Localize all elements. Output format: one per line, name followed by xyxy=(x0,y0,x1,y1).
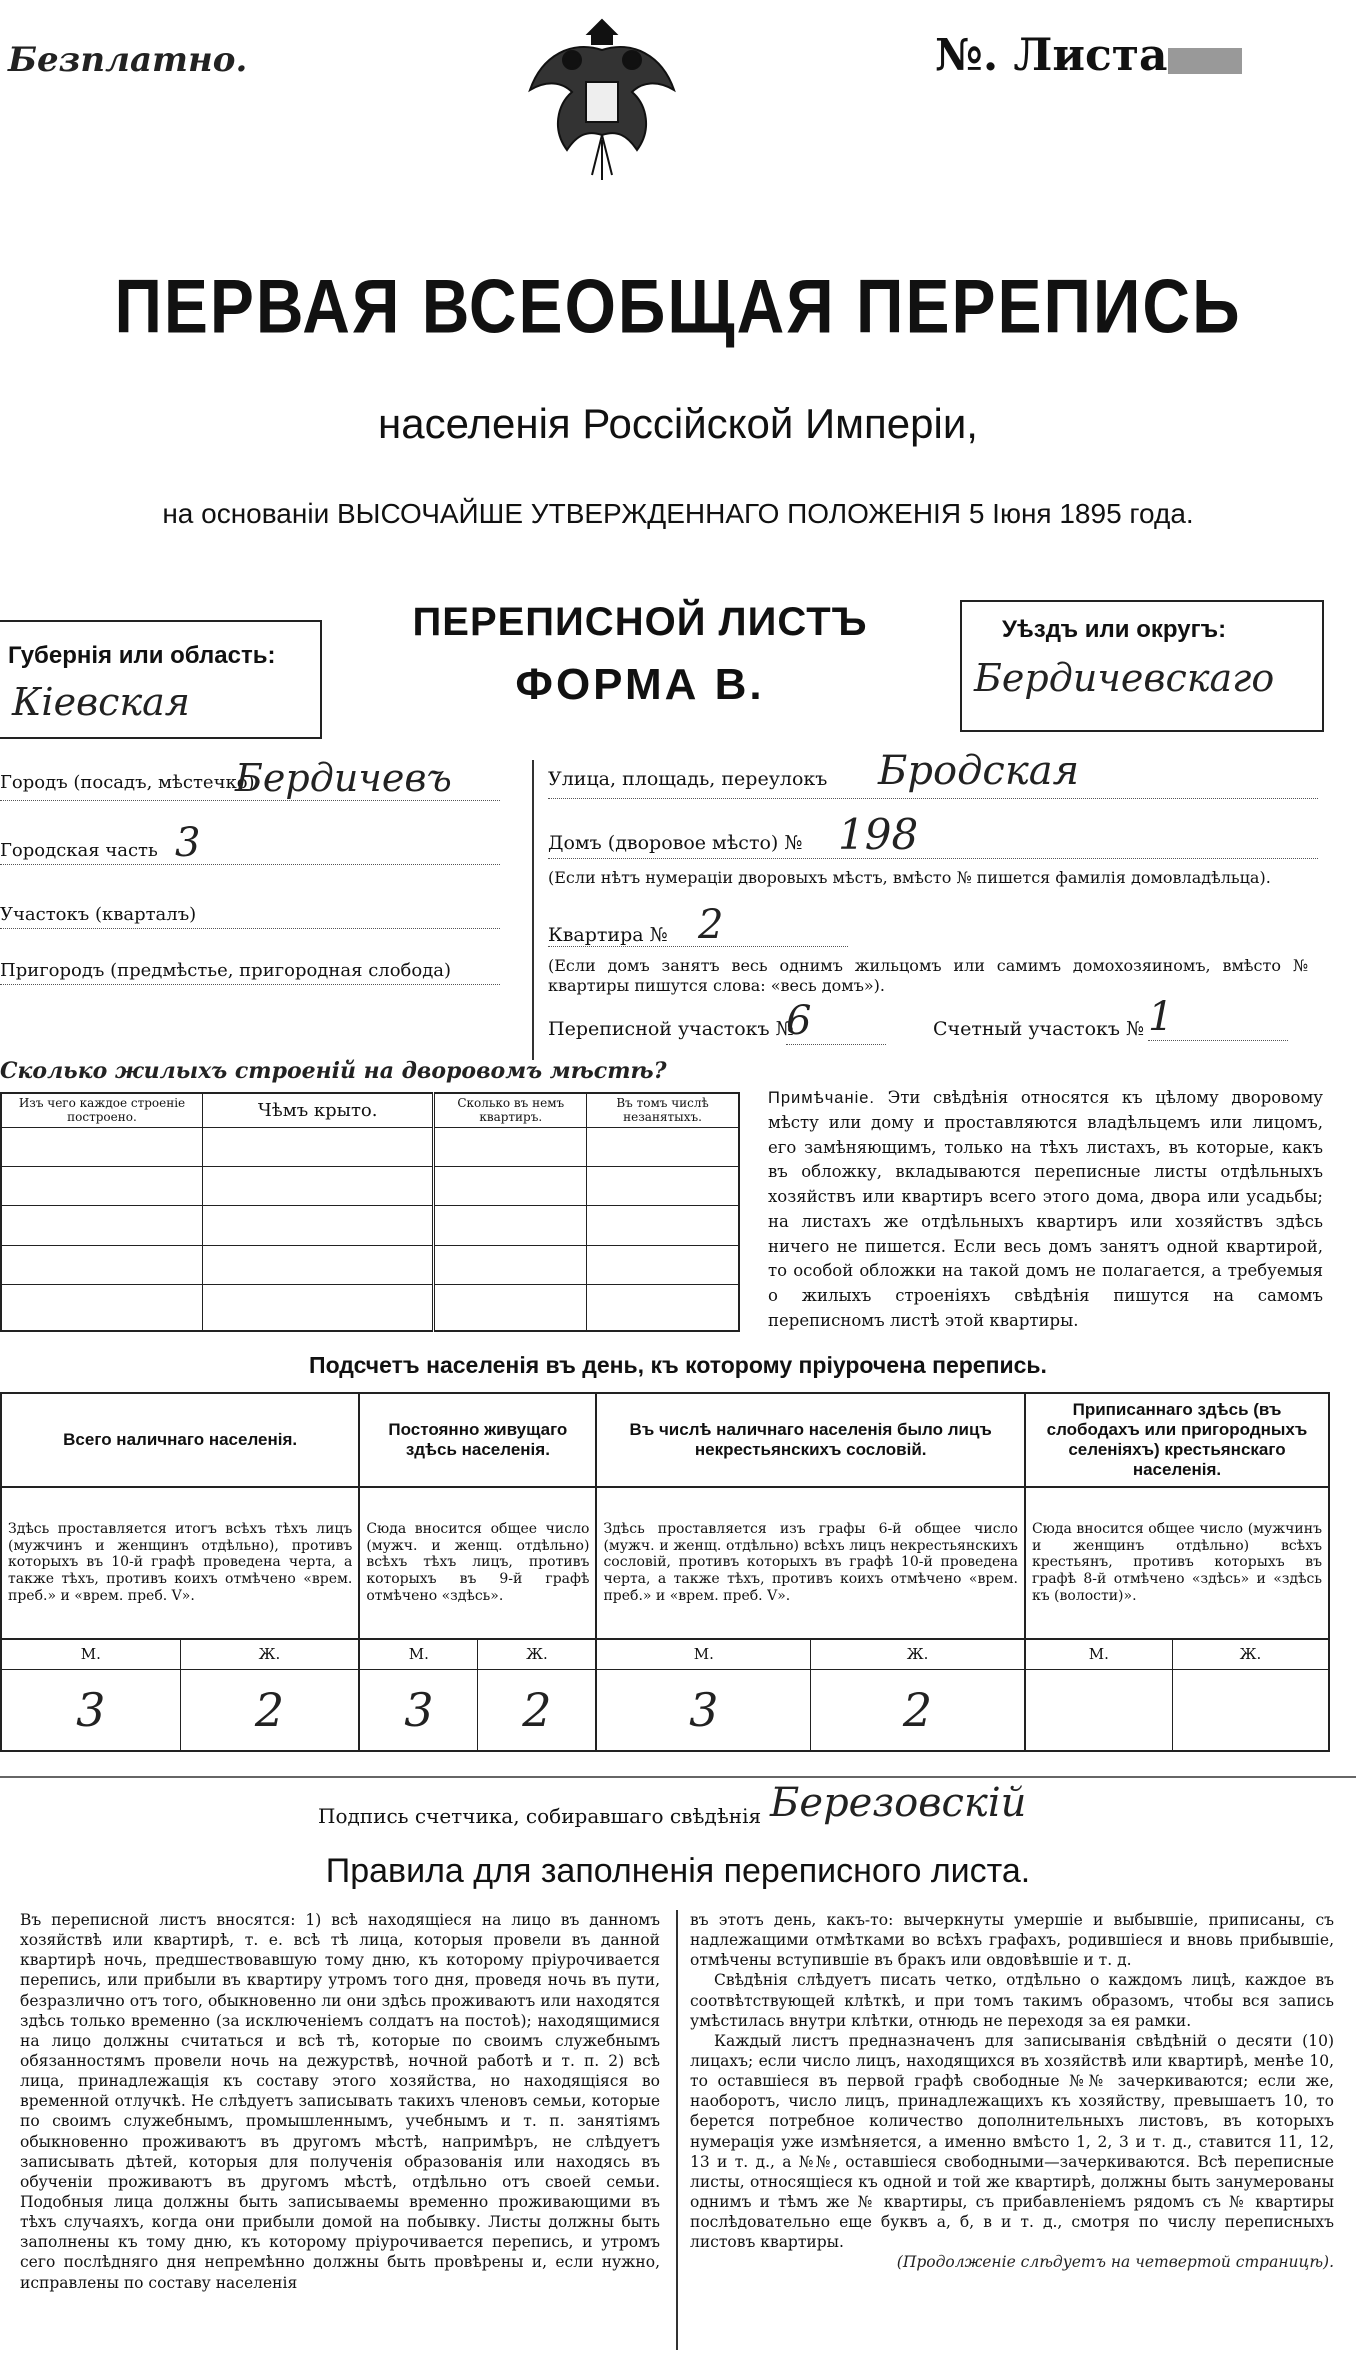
city-part-label: Городская часть xyxy=(0,840,158,861)
permanent-female-value: 2 xyxy=(478,1670,597,1751)
section-divider xyxy=(0,1776,1356,1778)
m-label: М. xyxy=(596,1639,810,1670)
sheet-number-field xyxy=(1168,48,1242,74)
table-row xyxy=(1,1127,739,1166)
population-desc-permanent: Сюда вносится общее число (мужч. и женщ. отдѣльно) всѣхъ тѣхъ лицъ, противъ которыхъ въ 9-й графѣ отмѣчено «здѣсь». xyxy=(359,1487,596,1640)
flat-note: (Если домъ занятъ весь однимъ жильцомъ или самимъ домохозяиномъ, вмѣсто № квартиры пишутся слова: «весь домъ»). xyxy=(548,956,1308,995)
note-label: Примѣчаніе. xyxy=(768,1089,876,1107)
uezd-label: Уѣздъ или округъ: xyxy=(1002,616,1227,643)
buildings-table xyxy=(0,1092,740,1332)
rules-right-paragraph: Каждый листъ предназначенъ для записыванія свѣдѣній о десяти (10) лицахъ; если число лицъ, находящихся въ хозяйствѣ или квартирѣ, менѣе 10, то оставшіеся въ первой графѣ свободные №№ зачеркиваются; если же, наоборотъ, число лицъ, принадлежащихъ къ хозяйству, превышаетъ 10, то берется потребное количество дополнительныхъ листовъ, въ которыхъ нумерація уже измѣняется, а именно вмѣсто 1, 2, 3 и т. д., ставится 11, 12, 13 и т. д., а №№, оставшіеся свободными—зачеркиваются. Всѣ переписные листы, относящіеся къ одной и той же квартирѣ, должны быть занумерованы однимъ и тѣмъ же № квартиры, съ прибавленіемъ рядомъ съ № квартиры послѣдовательно еще буквъ а, б, в и т. д., смотря по числу переписныхъ листовъ квартиры. xyxy=(690,2031,1334,2252)
form-subtitle: ФОРМА В. xyxy=(515,660,765,709)
population-heading: Подсчетъ населенія въ день, къ которому пріурочена перепись. xyxy=(309,1352,1047,1378)
table-row xyxy=(1,1285,739,1331)
imperial-eagle-emblem xyxy=(512,10,692,190)
uezd-box xyxy=(960,600,1324,732)
count-district-label: Счетный участокъ № xyxy=(933,1018,1144,1040)
buildings-col-flats: Сколько въ немъ квартиръ. xyxy=(434,1093,587,1127)
census-district-label: Переписной участокъ № xyxy=(548,1018,794,1040)
rules-right-paragraph: въ этотъ день, какъ-то: вычеркнуты умершіе и выбывшіе, приписаны, съ надлежащими отмѣтками во всѣхъ графахъ, родившіеся и вновь прибывшіе, отмѣчены вступившіе въ бракъ или овдовѣвшіе и т. д. xyxy=(690,1911,1334,1970)
nonpeasant-male-value: 3 xyxy=(596,1670,810,1751)
f-label: Ж. xyxy=(1172,1639,1329,1670)
f-label: Ж. xyxy=(180,1639,359,1670)
population-desc-peasant: Сюда вносится общее число (мужчинъ и женщинъ отдѣльно) всѣхъ крестьянъ, противъ которыхъ въ графѣ 8-й отмѣчено «здѣсь» и «здѣсь къ (волости)». xyxy=(1025,1487,1329,1640)
buildings-col-vacant: Въ томъ числѣ незанятыхъ. xyxy=(587,1093,739,1127)
census-district-value: 6 xyxy=(786,998,886,1045)
uezd-value: Бердичевскаго xyxy=(974,656,1275,700)
city-value: Бердичевъ xyxy=(235,756,452,800)
buildings-heading: Сколько жилыхъ строеній на дворовомъ мѣстѣ? xyxy=(0,1058,667,1084)
city-label: Городъ (посадъ, мѣстечко) xyxy=(0,772,255,793)
form-title: ПЕРЕПИСНОЙ ЛИСТЪ xyxy=(412,600,868,644)
note-text: Эти свѣдѣнія относятся къ цѣлому дворовому мѣсту или дому и проставляются владѣльцемъ или лицомъ, его замѣняющимъ, только на тѣхъ листахъ, въ которые, какъ въ обложку, вкладываются переписные листы отдѣльныхъ хозяйствъ или квартиръ всего этого дома, двора или усадьбы; на листахъ же отдѣльныхъ квартиръ или хозяйствъ здѣсь ничего не пишется. Если весь домъ занятъ одной квартирой, то особой обложки на такой домъ не полагается, а требуемыя о жилыхъ строеніяхъ свѣдѣнія пишутся на самомъ переписномъ листѣ этой квартиры. xyxy=(768,1088,1323,1330)
buildings-col-roof: Чѣмъ крыто. xyxy=(202,1093,433,1127)
street-value: Бродская xyxy=(878,748,1080,794)
rules-right-column xyxy=(690,1910,1334,2273)
table-row xyxy=(1,1206,739,1245)
total-female-value: 2 xyxy=(180,1670,359,1751)
quarter-label: Участокъ (кварталъ) xyxy=(0,904,197,925)
rules-continued: (Продолженіе слѣдуетъ на четвертой страницѣ). xyxy=(896,2253,1334,2272)
table-row xyxy=(1,1245,739,1284)
peasant-female-value xyxy=(1172,1670,1329,1751)
city-part-value: 3 xyxy=(175,820,201,866)
address-divider xyxy=(532,760,534,1060)
permanent-male-value: 3 xyxy=(359,1670,478,1751)
rules-title: Правила для заполненія переписного листа. xyxy=(325,1852,1031,1890)
rules-right-paragraph: Свѣдѣнія слѣдуетъ писать четко, отдѣльно о каждомъ лицѣ, каждое въ соотвѣтствующей клѣткѣ, и при томъ такимъ образомъ, чтобы вся запись умѣстилась внутри клѣтки, отнюдь не переходя за ея рамки. xyxy=(690,1971,1334,2030)
m-label: М. xyxy=(359,1639,478,1670)
note-block xyxy=(768,1086,1323,1334)
house-value: 198 xyxy=(838,810,919,859)
nonpeasant-female-value: 2 xyxy=(811,1670,1025,1751)
rules-divider xyxy=(676,1910,678,2350)
population-col-nonpeasant: Въ числѣ наличнаго населенія было лицъ некрестьянскихъ сословій. xyxy=(596,1393,1025,1487)
count-district-value: 1 xyxy=(1148,994,1288,1041)
m-label: М. xyxy=(1,1639,180,1670)
street-label: Улица, площадь, переулокъ xyxy=(548,768,828,790)
sheet-number-label: №. Листа xyxy=(935,30,1168,81)
signature-label: Подпись счетчика, собиравшаго свѣдѣнія xyxy=(318,1804,762,1828)
suburb-label: Пригородъ (предмѣстье, пригородная слобода) xyxy=(0,960,452,981)
f-label: Ж. xyxy=(478,1639,597,1670)
table-row xyxy=(1,1166,739,1205)
total-male-value: 3 xyxy=(1,1670,180,1751)
population-col-permanent: Постоянно живущаго здѣсь населенія. xyxy=(359,1393,596,1487)
peasant-male-value xyxy=(1025,1670,1172,1751)
flat-value: 2 xyxy=(698,902,724,948)
gubernia-box xyxy=(0,620,322,739)
m-label: М. xyxy=(1025,1639,1172,1670)
gubernia-value: Кіевская xyxy=(12,680,190,724)
population-table xyxy=(0,1392,1330,1752)
census-subtitle: населенія Россійской Имперіи, xyxy=(378,400,978,447)
census-title: ПЕРВАЯ ВСЕОБЩАЯ ПЕРЕПИСЬ xyxy=(114,263,1242,349)
house-label: Домъ (дворовое мѣсто) № xyxy=(548,832,803,854)
population-col-total: Всего наличнаго населенія. xyxy=(1,1393,359,1487)
population-desc-total: Здѣсь проставляется итогъ всѣхъ тѣхъ лицъ (мужчинъ и женщинъ отдѣльно), противъ которыхъ въ 10-й графѣ проведена черта, а также тѣхъ, противъ коихъ отмѣчено «врем. преб.» и «врем. преб. V». xyxy=(1,1487,359,1640)
population-desc-nonpeasant: Здѣсь проставляется изъ графы 6-й общее число (мужч. и женщ. отдѣльно) всѣхъ лицъ некрестьянскихъ сословій, противъ которыхъ въ графѣ 10-й проведена черта, а также тѣхъ, противъ коихъ отмѣчено «врем. преб.» и «врем. преб. V». xyxy=(596,1487,1025,1640)
gubernia-label: Губернія или область: xyxy=(8,642,276,669)
population-col-peasant: Приписаннаго здѣсь (въ слободахъ или пригородныхъ селеніяхъ) крестьянскаго населенія. xyxy=(1025,1393,1329,1487)
house-note: (Если нѣтъ нумераціи дворовыхъ мѣстъ, вмѣсто № пишется фамилія домовладѣльца). xyxy=(548,868,1271,887)
buildings-col-material: Изъ чего каждое строеніе построено. xyxy=(1,1093,202,1127)
rules-left-column: Въ переписной листъ вносятся: 1) всѣ находящіеся на лицо въ данномъ хозяйствѣ или квартирѣ, т. е. всѣ тѣ лица, которыя провели въ данной квартирѣ ночь, предшествовавшую тому дню, къ которому пріурочивается перепись, или прибыли въ квартиру утромъ того дня, проведя ночь въ пути, безразлично отъ того, обыкновенно ли они здѣсь проживаютъ или находятся здѣсь только временно (за исключеніемъ солдатъ на постоѣ); находящимися на лицо должны считаться и всѣ тѣ, которые по своимъ служебнымъ обязанностямъ провели ночь на дежурствѣ, ночной работѣ и т. п. 2) всѣ лица, принадлежащія къ составу этого хозяйства, но находящіяся во временной отлучкѣ. Не слѣдуетъ записывать такихъ членовъ семьи, которые по своимъ служебнымъ, промышленнымъ, учебнымъ и т. п. занятіямъ обыкновенно проживаютъ въ другомъ мѣстѣ, напримѣръ, не слѣдуетъ записывать дѣтей, которыя для полученія образованія или находясь въ обученіи проживаютъ въ другомъ мѣстѣ, отдѣльно отъ своей семьи. Подобныя лица должны быть записываемы временно проживающими въ тѣхъ случаяхъ, когда они прибыли домой на побывку. Листы должны быть заполнены къ тому дню, къ которому пріурочивается перепись, и утромъ сего послѣдняго дня непремѣнно должны быть провѣрены и, если нужно, исправлены по составу населенія xyxy=(20,1911,660,2292)
free-label: Безплатно. xyxy=(8,40,248,80)
signature-value: Березовскій xyxy=(770,1780,1027,1826)
f-label: Ж. xyxy=(811,1639,1025,1670)
flat-label: Квартира № xyxy=(548,924,668,946)
decree-line: на основаніи ВЫСОЧАЙШЕ УТВЕРЖДЕННАГО ПОЛОЖЕНІЯ 5 Іюня 1895 года. xyxy=(162,498,1194,529)
